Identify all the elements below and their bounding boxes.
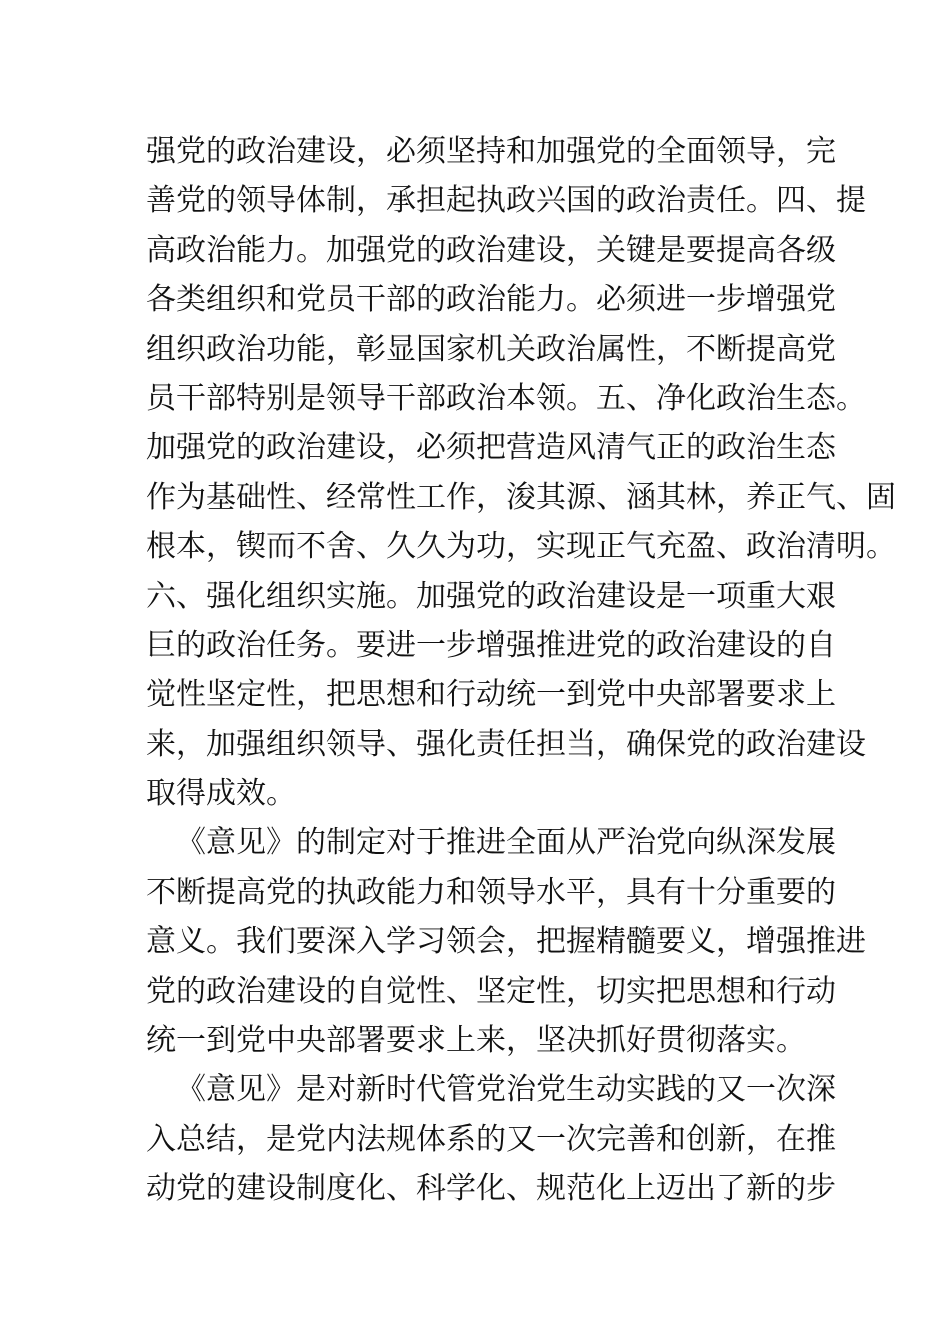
text-line: 不断提高党的执政能力和领导水平，具有十分重要的 <box>146 874 836 910</box>
text-line: 统一到党中央部署要求上来，坚决抓好贯彻落实。 <box>146 1023 806 1059</box>
text-line: 取得成效。 <box>146 776 296 812</box>
text-line: 强党的政治建设，必须坚持和加强党的全面领导，完 <box>146 134 836 169</box>
text-line: 巨的政治任务。要进一步增强推进党的政治建设的自 <box>146 627 836 663</box>
text-line: 六、强化组织实施。加强党的政治建设是一项重大艰 <box>146 578 836 614</box>
body-text <box>146 127 896 1214</box>
text-line: 加强党的政治建设，必须把营造风清气正的政治生态 <box>146 430 836 466</box>
text-line: 各类组织和党员干部的政治能力。必须进一步增强党 <box>146 282 836 318</box>
text-line: 觉性坚定性，把思想和行动统一到党中央部署要求上 <box>146 677 836 713</box>
text-line: 意义。我们要深入学习领会，把握精髓要义，增强推进 <box>146 924 866 960</box>
text-line: 高政治能力。加强党的政治建设，关键是要提高各级 <box>146 232 836 268</box>
text-line: 来，加强组织领导、强化责任担当，确保党的政治建设 <box>146 726 866 762</box>
text-line: 根本，锲而不舍、久久为功，实现正气充盈、政治清明。 <box>146 529 896 565</box>
text-line: 作为基础性、经常性工作，浚其源、涵其林，养正气、固 <box>146 479 896 515</box>
text-line: 入总结，是党内法规体系的又一次完善和创新，在推 <box>146 1121 836 1157</box>
text-line: 组织政治功能，彰显国家机关政治属性，不断提高党 <box>146 331 836 367</box>
text-line: 《意见》是对新时代管党治党生动实践的又一次深 <box>176 1072 836 1108</box>
text-line: 员干部特别是领导干部政治本领。五、净化政治生态。 <box>146 380 866 416</box>
text-line: 善党的领导体制，承担起执政兴国的政治责任。四、提 <box>146 183 866 219</box>
text-line: 《意见》的制定对于推进全面从严治党向纵深发展 <box>176 825 836 861</box>
text-line: 动党的建设制度化、科学化、规范化上迈出了新的步 <box>146 1171 836 1207</box>
text-line: 党的政治建设的自觉性、坚定性，切实把思想和行动 <box>146 973 836 1009</box>
